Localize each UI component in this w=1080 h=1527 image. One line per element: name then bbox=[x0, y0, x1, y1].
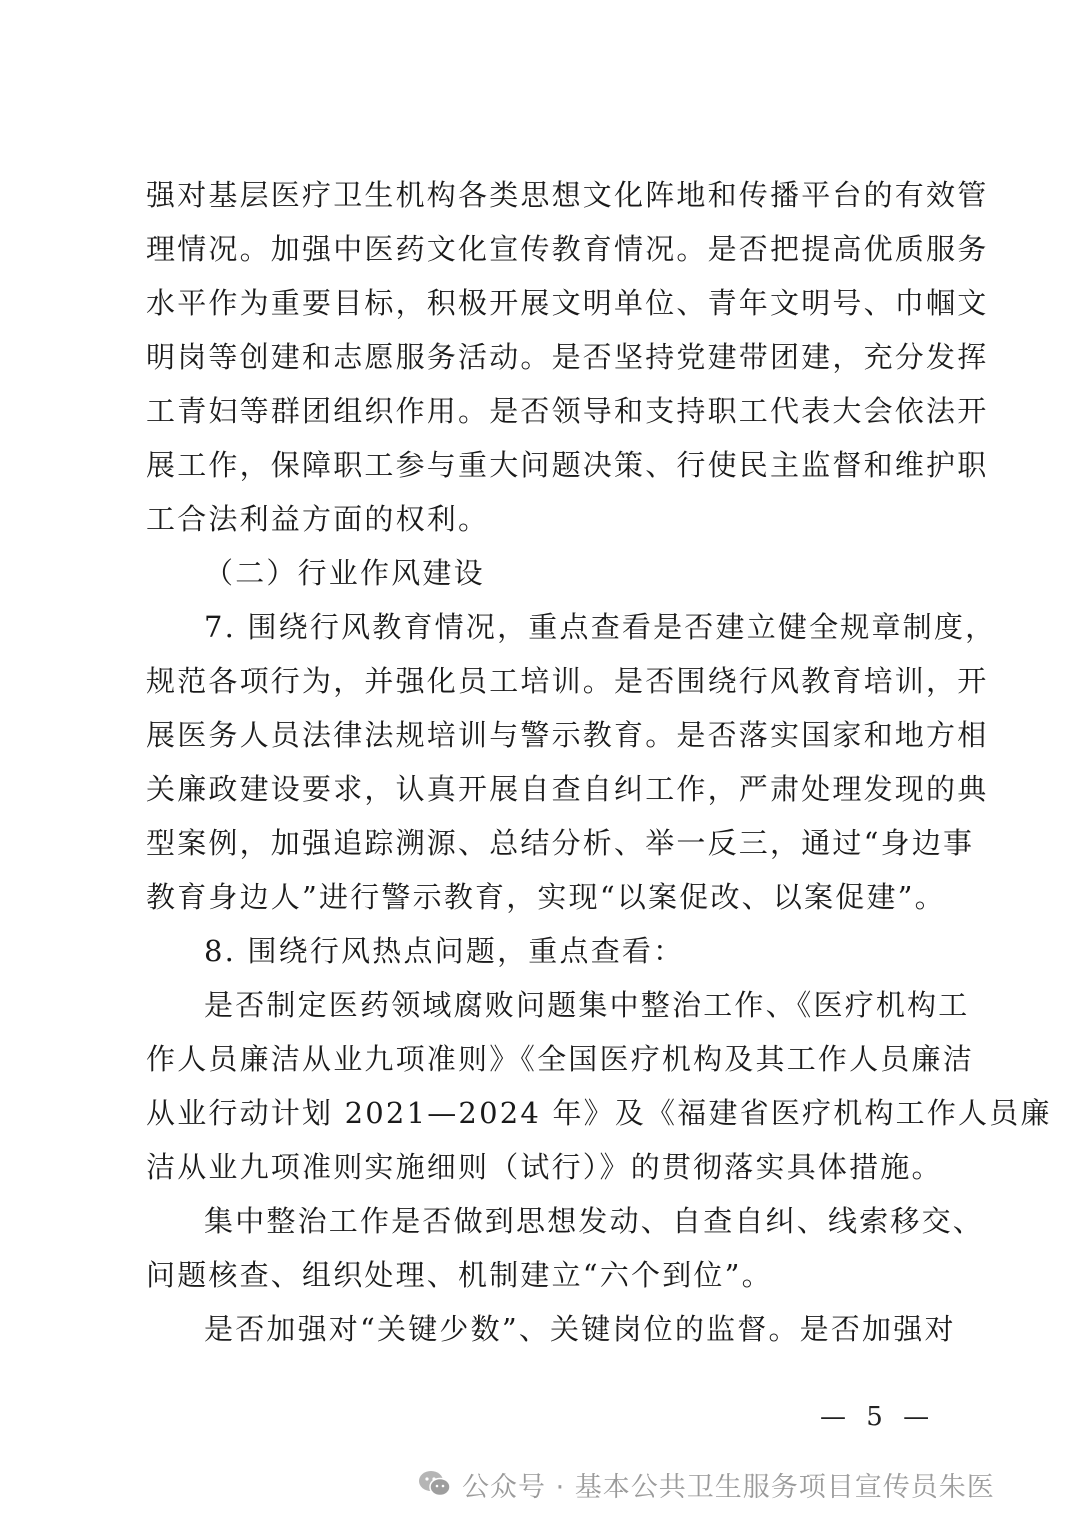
page-number: — 5 — bbox=[820, 1402, 936, 1432]
text-line: 规范各项行为，并强化员工培训。是否围绕行风教育培训，开 bbox=[146, 664, 989, 698]
text-line: 型案例，加强追踪溯源、总结分析、举一反三，通过“身边事 bbox=[146, 826, 975, 860]
watermark bbox=[418, 1456, 995, 1512]
text-line: 从业行动计划 2021—2024 年》及《福建省医疗机构工作人员廉 bbox=[146, 1096, 1052, 1130]
text-line: 工青妇等群团组织作用。是否领导和支持职工代表大会依法开 bbox=[146, 394, 989, 428]
watermark-text: 公众号 · 基本公共卫生服务项目宣传员朱医 bbox=[462, 1471, 995, 1503]
text-line: 展医务人员法律法规培训与警示教育。是否落实国家和地方相 bbox=[146, 718, 989, 752]
section-heading: （二）行业作风建设 bbox=[204, 556, 485, 590]
text-line: 强对基层医疗卫生机构各类思想文化阵地和传播平台的有效管 bbox=[146, 178, 989, 212]
text-line: 工合法利益方面的权利。 bbox=[146, 502, 490, 536]
text-line: 水平作为重要目标，积极开展文明单位、青年文明号、巾帼文 bbox=[146, 286, 989, 320]
text-line: 问题核查、组织处理、机制建立“六个到位”。 bbox=[146, 1258, 773, 1292]
document-body bbox=[146, 168, 1052, 1356]
text-line: 理情况。加强中医药文化宣传教育情况。是否把提高优质服务 bbox=[146, 232, 989, 266]
text-line: 教育身边人”进行警示教育，实现“以案促改、以案促建”。 bbox=[146, 880, 946, 914]
text-line: 明岗等创建和志愿服务活动。是否坚持党建带团建，充分发挥 bbox=[146, 340, 989, 374]
text-line: 洁从业九项准则实施细则（试行）》的贯彻落实具体措施。 bbox=[146, 1150, 943, 1184]
wechat-icon bbox=[418, 1469, 452, 1499]
text-line: 是否加强对“关键少数”、关键岗位的监督。是否加强对 bbox=[204, 1312, 956, 1346]
text-line: 作人员廉洁从业九项准则》《全国医疗机构及其工作人员廉洁 bbox=[146, 1042, 974, 1076]
text-line: 7. 围绕行风教育情况，重点查看是否建立健全规章制度， bbox=[204, 610, 997, 644]
text-line: 集中整治工作是否做到思想发动、自查自纠、线索移交、 bbox=[204, 1204, 985, 1238]
text-line: 是否制定医药领域腐败问题集中整治工作、《医疗机构工 bbox=[204, 988, 970, 1022]
text-line: 展工作，保障职工参与重大问题决策、行使民主监督和维护职 bbox=[146, 448, 989, 482]
text-line: 8. 围绕行风热点问题，重点查看： bbox=[204, 934, 685, 968]
text-line: 关廉政建设要求，认真开展自查自纠工作，严肃处理发现的典 bbox=[146, 772, 989, 806]
